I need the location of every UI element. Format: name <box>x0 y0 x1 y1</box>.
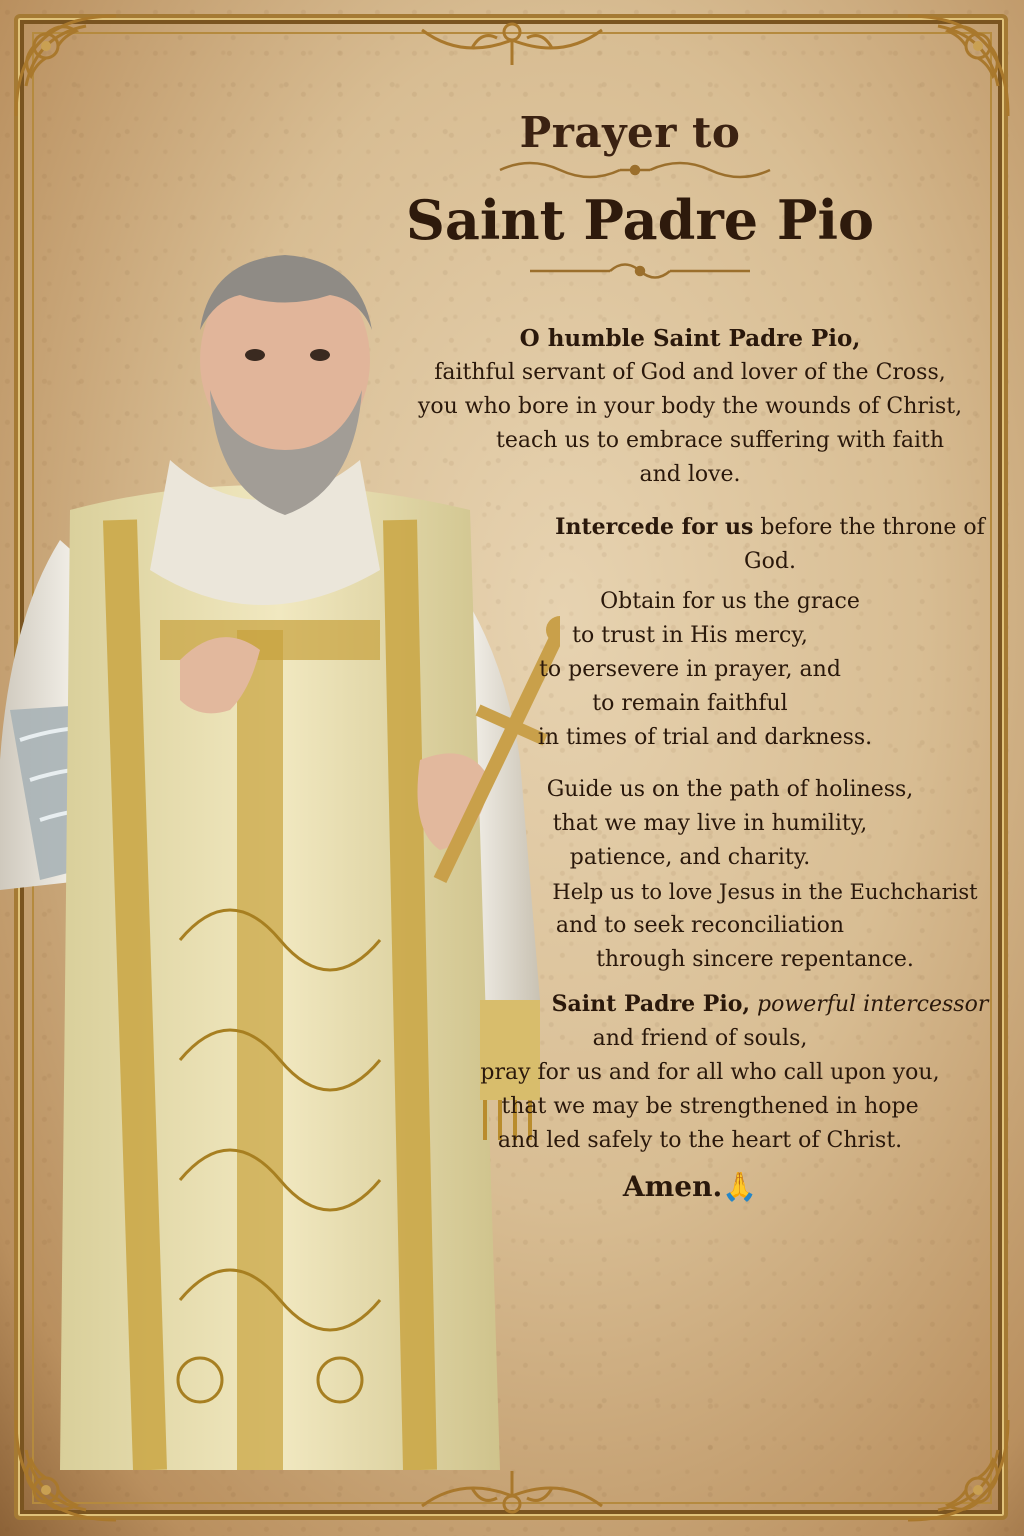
corner-ornament-icon <box>898 6 1018 126</box>
corner-ornament-icon <box>898 1410 1018 1530</box>
praying-hands-icon: 🙏 <box>722 1170 758 1203</box>
prayer-line: and love. <box>639 462 741 487</box>
corner-ornament-icon <box>6 6 126 126</box>
title-line-1: Prayer to <box>519 108 741 157</box>
invocation-bold: Saint Padre Pio, <box>551 991 751 1017</box>
prayer-line: and friend of souls, <box>592 1026 808 1051</box>
top-flourish-icon <box>412 10 612 70</box>
intercede-rest: before the throne of God. <box>744 515 985 574</box>
invocation-italic: powerful intercessor <box>750 992 989 1017</box>
prayer-line: Guide us on the path of holiness, <box>546 777 914 802</box>
prayer-line: to remain faithful <box>592 691 788 716</box>
prayer-line: teach us to embrace suffering with faith <box>495 428 944 453</box>
prayer-line: to trust in His mercy, <box>572 623 808 648</box>
prayer-line: that we may be strengthened in hope <box>501 1094 919 1119</box>
prayer-opening: O humble Saint Padre Pio, <box>519 325 861 352</box>
prayer-line: patience, and charity. <box>569 845 811 870</box>
prayer-text <box>380 322 1000 1204</box>
prayer-line: and to seek reconciliation <box>555 913 845 938</box>
title-divider-icon <box>490 152 780 188</box>
closing-invocation <box>380 987 1000 1022</box>
prayer-line: faithful servant of God and lover of the Cross, <box>434 360 946 385</box>
prayer-line: and led safely to the heart of Christ. <box>497 1128 903 1153</box>
prayer-line: Obtain for us the grace <box>600 589 860 614</box>
bottom-flourish-icon <box>412 1466 612 1526</box>
amen-line <box>380 1170 1000 1204</box>
prayer-line: pray for us and for all who call upon you, <box>480 1060 940 1085</box>
title-line-2: Saint Padre Pio <box>405 188 875 252</box>
intercede-bold: Intercede for us <box>555 514 754 540</box>
intercede-line <box>380 510 1000 579</box>
prayer-line: to persevere in prayer, and <box>539 657 841 682</box>
amen-text: Amen. <box>622 1170 723 1203</box>
prayer-line: Help us to love Jesus in the Euchcharist <box>552 880 978 904</box>
prayer-line: in times of trial and darkness. <box>537 725 873 750</box>
prayer-line: through sincere repentance. <box>596 947 914 972</box>
prayer-line: that we may live in humility, <box>552 811 868 836</box>
prayer-line: you who bore in your body the wounds of Christ, <box>417 394 963 419</box>
